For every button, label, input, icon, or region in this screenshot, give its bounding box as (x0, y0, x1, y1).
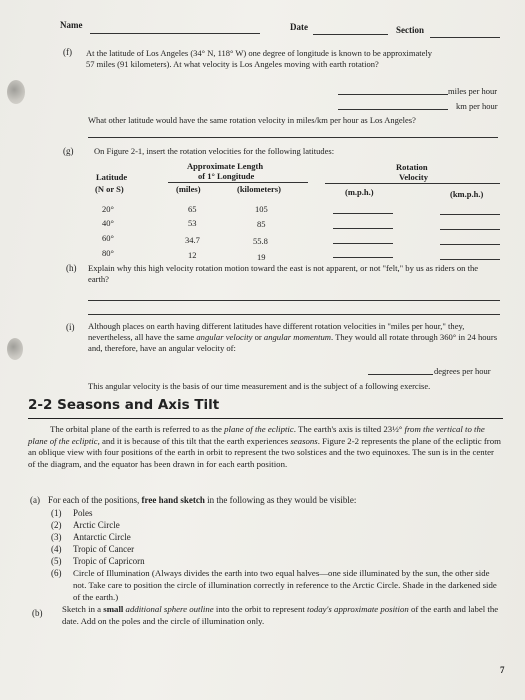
item-i-text (88, 321, 502, 354)
row-miles: 34.7 (185, 235, 200, 245)
intro-text-d: . Figure 2-2 represents the plane of the ecliptic from an oblique view with four positions of the earth in orbit to represent the two solstices and the two equinoxes. The sun is in the center of the diagram, and the equator has been drawn in for each earth position. (28, 435, 501, 470)
item-i-text-a: Although places on earth having different latitudes have different rotation velocities in "miles per hour," they, nevertheless, all have the same (88, 321, 465, 342)
name-label: Name (60, 20, 83, 30)
length-header-line1: Approximate Length (187, 161, 264, 171)
item-i-text-c: . They would all rotate through 360° in 24 hours and, therefore, have an angular velocity of: (88, 332, 498, 353)
binder-hole-middle (7, 338, 23, 360)
row-km: 19 (257, 252, 266, 262)
row-mph-blank[interactable] (333, 257, 393, 258)
item-i-text-b: or (252, 332, 264, 342)
row-latitude: 80° (102, 248, 114, 258)
item-i-term-angular-velocity: angular velocity (196, 332, 253, 342)
list-number: (5) (51, 556, 62, 566)
km-header: (kilometers) (237, 184, 281, 194)
row-mph-blank[interactable] (333, 228, 393, 229)
row-km: 85 (257, 219, 266, 229)
item-f-marker: (f) (63, 47, 72, 57)
date-blank[interactable] (313, 34, 388, 35)
item-f-question2: What other latitude would have the same rotation velocity in miles/km per hour as Los Angeles? (88, 115, 416, 125)
term-seasons: seasons (290, 435, 318, 446)
part-a-free-hand-sketch: free hand sketch (141, 495, 205, 505)
row-latitude: 20° (102, 204, 114, 214)
item-h-text: Explain why this high velocity rotation motion toward the east is not apparent, or not "felt," by us as riders on the earth? (88, 263, 479, 284)
part-a-text-b: in the following as they would be visible: (204, 495, 357, 505)
mph-header: (m.p.h.) (345, 187, 374, 197)
latitude-answer-blank[interactable] (88, 137, 498, 138)
item-i-marker: (i) (66, 322, 75, 332)
row-mph-blank[interactable] (333, 243, 393, 244)
degrees-answer-blank[interactable] (368, 374, 433, 375)
list-number: (6) (51, 568, 62, 578)
row-km: 55.8 (253, 236, 268, 246)
latitude-subheader: (N or S) (95, 184, 124, 194)
section-intro (28, 424, 502, 471)
binder-hole-top (7, 80, 25, 104)
item-f-text-line2: 57 miles (91 kilometers). At what velocity is Los Angeles moving with earth rotation? (86, 59, 379, 69)
rotation-header-line2: Velocity (399, 172, 428, 182)
length-header-line2: of 1° Longitude (198, 171, 255, 181)
item-g-marker: (g) (63, 146, 74, 156)
rotation-header-rule (325, 183, 500, 184)
mph-answer-blank[interactable] (338, 94, 448, 95)
list-number: (4) (51, 544, 62, 554)
intro-text-c: , and it is because of this tilt that the earth experiences (97, 435, 291, 446)
row-miles: 53 (188, 218, 197, 228)
page-number: 7 (500, 665, 505, 675)
part-b-small: small (103, 604, 124, 614)
row-miles: 12 (188, 250, 197, 260)
kmph-unit-label: km per hour (456, 101, 498, 111)
miles-header: (miles) (176, 184, 201, 194)
length-header-rule (168, 182, 308, 183)
row-kmph-blank[interactable] (440, 244, 500, 245)
list-text: Antarctic Circle (73, 532, 131, 542)
kmph-answer-blank[interactable] (338, 109, 448, 110)
part-b-text-c: of the earth and label the date. Add on the poles and the circle of illumination only. (62, 604, 499, 626)
part-b-text-a: Sketch in a (62, 604, 104, 614)
latitude-header: Latitude (96, 172, 128, 182)
list-text: Tropic of Cancer (73, 544, 135, 554)
part-a-text-a: For each of the positions, (48, 495, 142, 505)
row-latitude: 60° (102, 233, 114, 243)
item-i-note: This angular velocity is the basis of our time measurement and is the subject of a following exercise. (88, 381, 431, 391)
part-b-sphere-outline: additional sphere outline (123, 604, 214, 614)
part-a-marker: (a) (30, 495, 40, 505)
part-a-text (48, 495, 356, 507)
item-g-text: On Figure 2-1, insert the rotation velocities for the following latitudes: (94, 146, 335, 156)
item-h-marker: (h) (66, 263, 77, 273)
intro-text-b: . The earth's axis is tilted 23½° (293, 424, 405, 434)
name-blank[interactable] (90, 33, 260, 34)
list-number: (2) (51, 520, 62, 530)
degrees-unit-label: degrees per hour (434, 366, 491, 376)
item-f-text-line1: At the latitude of Los Angeles (34° N, 118° W) one degree of longitude is known to be approximately (86, 48, 433, 58)
list-text: Tropic of Capricorn (73, 556, 145, 566)
date-label: Date (290, 22, 308, 32)
part-b-text-b: into the orbit to represent (213, 604, 307, 614)
term-plane-of-ecliptic: plane of the ecliptic (224, 424, 294, 434)
term-tilt-description: from the vertical to the plane of the ecliptic (28, 424, 485, 446)
explanation-blank-2[interactable] (88, 314, 500, 315)
kmph-header: (km.p.h.) (450, 189, 484, 199)
section-heading-rule (28, 418, 503, 419)
section-label: Section (396, 25, 424, 35)
row-miles: 65 (188, 204, 197, 214)
list-number: (1) (51, 508, 62, 518)
row-latitude: 40° (102, 218, 114, 228)
intro-text-a: The orbital plane of the earth is referred to as the (50, 424, 225, 434)
list-text: Circle of Illumination (Always divides the earth into two equal halves—one side illuminated by the sun, the other side not. Take care to position the circle of illumination correctly in reference to the Arctic Circle. Shade in the darkened side of the earth.) (73, 568, 497, 602)
rotation-header-line1: Rotation (396, 162, 428, 172)
row-kmph-blank[interactable] (440, 229, 500, 230)
item-i-term-angular-momentum: angular momentum (263, 332, 331, 342)
row-mph-blank[interactable] (333, 213, 393, 214)
explanation-blank-1[interactable] (88, 300, 500, 301)
list-number: (3) (51, 532, 62, 542)
section-blank[interactable] (430, 37, 500, 38)
list-text: Arctic Circle (73, 520, 120, 530)
mph-unit-label: miles per hour (448, 86, 498, 96)
part-b-marker: (b) (32, 608, 43, 618)
part-b-approx-position: today's approximate position (307, 604, 409, 614)
row-km: 105 (255, 204, 268, 214)
list-text: Poles (73, 508, 93, 518)
row-kmph-blank[interactable] (440, 259, 500, 260)
row-kmph-blank[interactable] (440, 214, 500, 215)
section-heading: 2-2 Seasons and Axis Tilt (28, 397, 220, 413)
part-b-text (62, 604, 504, 628)
